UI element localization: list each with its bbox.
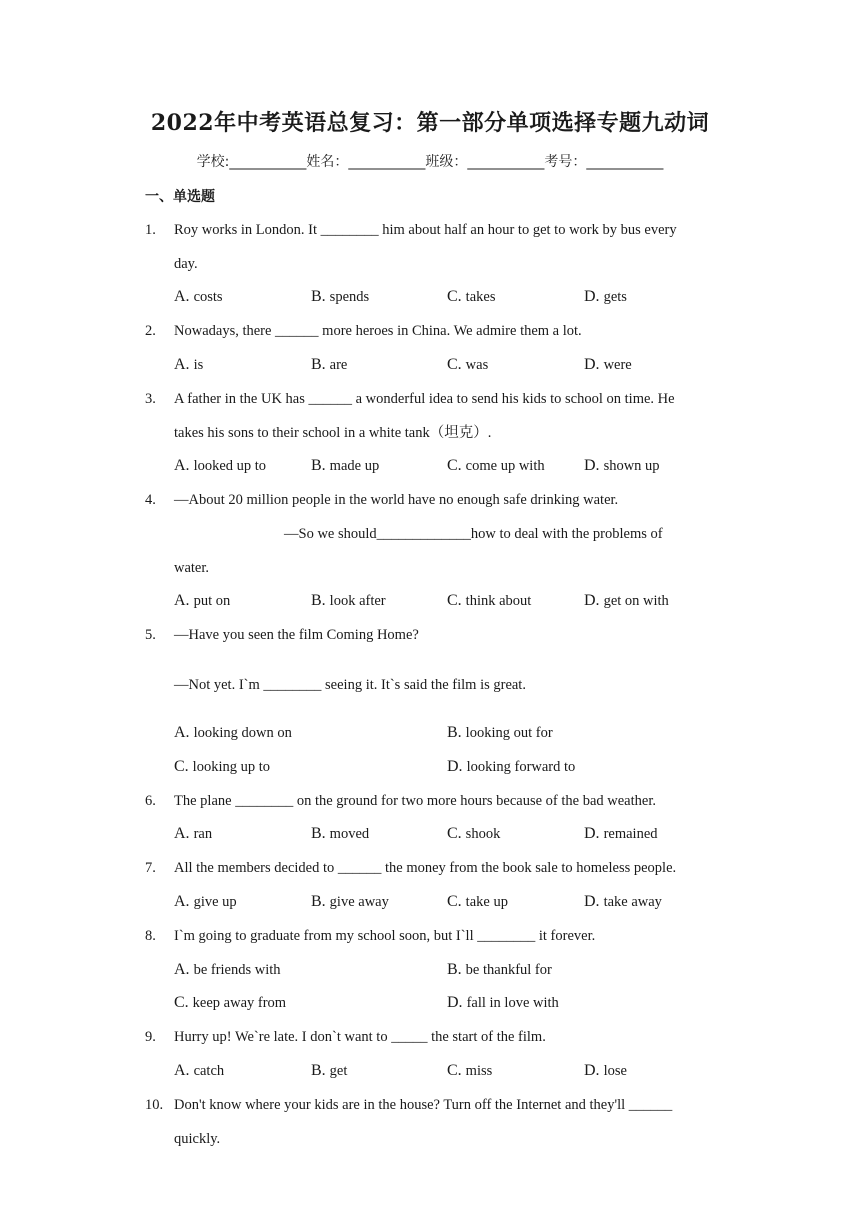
question-number: 7. [145, 860, 156, 876]
option-b: B. get [311, 1062, 348, 1079]
student-info-line [0, 151, 860, 171]
question-text: —Have you seen the film Coming Home? [174, 627, 419, 643]
class-field: 班级：___________ [425, 154, 545, 170]
option-b: B. look after [311, 592, 386, 609]
option-a: A. looking down on [174, 724, 292, 741]
question-number: 1. [145, 222, 156, 238]
question-number: 5. [145, 627, 156, 643]
option-b: B. moved [311, 825, 370, 842]
option-c: C. was [447, 356, 489, 373]
question-number: 10. [145, 1097, 164, 1113]
question-number: 2. [145, 323, 156, 339]
option-d: D. lose [584, 1062, 627, 1079]
question-text: Roy works in London. It ________ him about half an hour to get to work by bus every [174, 222, 677, 238]
option-b: B. spends [311, 288, 370, 305]
option-a: A. give up [174, 893, 237, 910]
question-text: Hurry up! We`re late. I don`t want to _____ the start of the film. [174, 1029, 546, 1045]
option-a: A. is [174, 356, 204, 373]
option-d: D. shown up [584, 457, 660, 474]
name-field: 姓名：___________ [306, 154, 426, 170]
question-text: —About 20 million people in the world have no enough safe drinking water. [174, 492, 619, 508]
question-text: water. [174, 560, 210, 576]
question-text: day. [174, 256, 198, 272]
question-text: —So we should_____________how to deal with the problems of [284, 526, 663, 542]
option-b: B. be thankful for [447, 961, 552, 978]
question-text: Nowadays, there ______ more heroes in China. We admire them a lot. [174, 323, 582, 339]
question-text: —Not yet. I`m ________ seeing it. It`s said the film is great. [174, 677, 526, 693]
option-a: A. ran [174, 825, 213, 842]
option-c: C. come up with [447, 457, 545, 474]
option-c: C. looking up to [174, 758, 271, 775]
option-d: D. remained [584, 825, 658, 842]
question-text: takes his sons to their school in a white tank（坦克）. [174, 425, 492, 441]
question-text: A father in the UK has ______ a wonderful idea to send his kids to school on time. He [174, 391, 675, 407]
question-text: All the members decided to ______ the money from the book sale to homeless people. [174, 860, 677, 876]
option-a: A. looked up to [174, 457, 267, 474]
option-b: B. are [311, 356, 348, 373]
option-d: D. were [584, 356, 632, 373]
exam-number-field: 考号：___________ [544, 154, 664, 170]
option-c: C. keep away from [174, 994, 287, 1011]
school-field: 学校:___________ [196, 154, 307, 170]
option-d: D. gets [584, 288, 627, 305]
question-number: 8. [145, 928, 156, 944]
option-b: B. made up [311, 457, 380, 474]
option-c: C. miss [447, 1062, 493, 1079]
page-title: 2022年中考英语总复习：第一部分单项选择专题九动词 [150, 110, 710, 136]
option-c: C. takes [447, 288, 496, 305]
option-c: C. shook [447, 825, 501, 842]
option-a: A. put on [174, 592, 231, 609]
option-c: C. take up [447, 893, 508, 910]
option-b: B. looking out for [447, 724, 553, 741]
option-d: D. looking forward to [447, 758, 576, 775]
option-a: A. costs [174, 288, 223, 305]
option-d: D. take away [584, 893, 662, 910]
option-a: A. be friends with [174, 961, 281, 978]
option-c: C. think about [447, 592, 532, 609]
question-text: The plane ________ on the ground for two more hours because of the bad weather. [174, 793, 656, 809]
option-b: B. give away [311, 893, 389, 910]
question-text: quickly. [174, 1131, 221, 1147]
question-number: 9. [145, 1029, 156, 1045]
section-heading: 一、单选题 [145, 189, 215, 205]
option-a: A. catch [174, 1062, 225, 1079]
question-number: 6. [145, 793, 156, 809]
question-number: 4. [145, 492, 156, 508]
question-number: 3. [145, 391, 156, 407]
question-text: I`m going to graduate from my school soon, but I`ll ________ it forever. [174, 928, 596, 944]
option-d: D. get on with [584, 592, 669, 609]
question-text: Don't know where your kids are in the house? Turn off the Internet and they'll ______ [174, 1097, 673, 1113]
option-d: D. fall in love with [447, 994, 559, 1011]
